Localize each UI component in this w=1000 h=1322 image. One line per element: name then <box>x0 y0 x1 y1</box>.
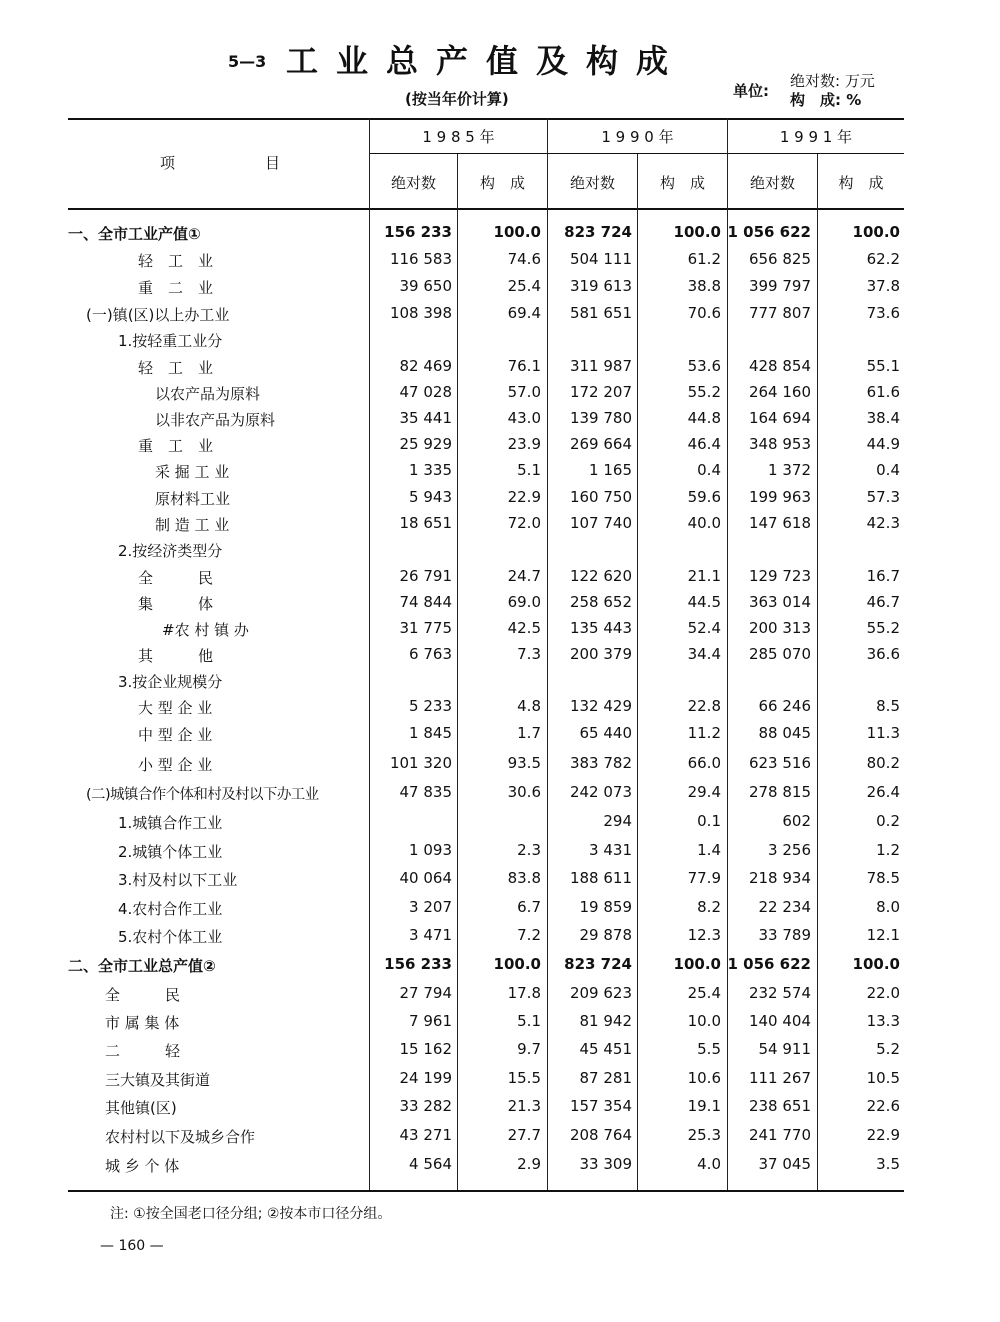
abs-header: 绝对数 <box>749 174 795 192</box>
row-label: 二、全市工业总产值② <box>68 957 216 975</box>
pct-value-cell: 2.9 <box>517 1155 541 1173</box>
pct-value-cell: 11.2 <box>687 724 721 742</box>
pct-value-cell: 21.1 <box>687 567 721 585</box>
abs-value-cell: 823 724 <box>564 223 632 241</box>
abs-value-cell: 65 440 <box>579 724 632 742</box>
row-label: 3.村及村以下工业 <box>118 871 238 889</box>
pct-value-cell: 6.7 <box>517 898 541 916</box>
abs-value-cell: 27 794 <box>399 984 452 1002</box>
pct-value-cell: 5.1 <box>517 1012 541 1030</box>
pct-value-cell: 55.1 <box>866 357 900 375</box>
abs-value-cell: 157 354 <box>569 1097 632 1115</box>
abs-value-cell: 208 764 <box>569 1126 632 1144</box>
pct-value-cell: 26.4 <box>866 783 900 801</box>
pct-value-cell: 76.1 <box>507 357 541 375</box>
table-row <box>0 671 1000 697</box>
pct-value-cell: 13.3 <box>866 1012 900 1030</box>
abs-value-cell: 156 233 <box>384 955 452 973</box>
abs-value-cell: 200 313 <box>748 619 811 637</box>
pct-value-cell: 66.0 <box>687 754 721 772</box>
abs-value-cell: 140 404 <box>748 1012 811 1030</box>
pct-value-cell: 3.5 <box>876 1155 900 1173</box>
abs-value-cell: 74 844 <box>399 593 452 611</box>
row-label: 重 二 业 <box>138 279 214 297</box>
abs-value-cell: 1 165 <box>589 461 632 479</box>
pct-value-cell: 10.5 <box>866 1069 900 1087</box>
table-row <box>0 593 1000 619</box>
abs-value-cell: 54 911 <box>758 1040 811 1058</box>
row-label: 二 轻 <box>105 1042 181 1060</box>
unit-label: 单位: <box>733 82 769 100</box>
pct-value-cell: 19.1 <box>687 1097 721 1115</box>
abs-value-cell: 7 961 <box>409 1012 452 1030</box>
pct-header: 构 成 <box>479 174 525 192</box>
row-label: 其 他 <box>138 647 214 665</box>
table-row <box>0 330 1000 356</box>
table-row <box>0 435 1000 461</box>
abs-value-cell: 66 246 <box>758 697 811 715</box>
abs-value-cell: 348 953 <box>748 435 811 453</box>
pct-value-cell: 72.0 <box>507 514 541 532</box>
pct-value-cell: 93.5 <box>507 754 541 772</box>
row-label: 2.按经济类型分 <box>118 542 223 560</box>
pct-value-cell: 8.5 <box>876 697 900 715</box>
row-label: 1.城镇合作工业 <box>118 814 223 832</box>
pct-value-cell: 40.0 <box>687 514 721 532</box>
row-label: 全 民 <box>105 986 181 1004</box>
abs-value-cell: 777 807 <box>748 304 811 322</box>
abs-value-cell: 22 234 <box>758 898 811 916</box>
abs-value-cell: 29 878 <box>579 926 632 944</box>
pct-value-cell: 25.4 <box>507 277 541 295</box>
abs-value-cell: 156 233 <box>384 223 452 241</box>
row-label: (一)镇(区)以上办工业 <box>86 306 230 324</box>
pct-value-cell: 0.1 <box>697 812 721 830</box>
pct-value-cell: 4.0 <box>697 1155 721 1173</box>
pct-value-cell: 53.6 <box>687 357 721 375</box>
pct-value-cell: 100.0 <box>852 955 900 973</box>
row-label: 采 掘 工 业 <box>155 463 230 481</box>
abs-value-cell: 164 694 <box>748 409 811 427</box>
abs-value-cell: 278 815 <box>748 783 811 801</box>
abs-value-cell: 319 613 <box>569 277 632 295</box>
year-header-1990: 1 9 9 0 年 <box>601 128 674 146</box>
abs-value-cell: 18 651 <box>399 514 452 532</box>
table-row <box>0 841 1000 867</box>
row-label: 全 民 <box>138 569 214 587</box>
row-label: 一、全市工业产值① <box>68 225 201 243</box>
abs-value-cell: 209 623 <box>569 984 632 1002</box>
row-label: 原材料工业 <box>155 490 231 508</box>
abs-value-cell: 82 469 <box>399 357 452 375</box>
abs-value-cell: 4 564 <box>409 1155 452 1173</box>
abs-value-cell: 264 160 <box>748 383 811 401</box>
row-label: 轻 工 业 <box>138 252 214 270</box>
table-row <box>0 1126 1000 1152</box>
abs-value-cell: 15 162 <box>399 1040 452 1058</box>
abs-value-cell: 3 207 <box>409 898 452 916</box>
abs-value-cell: 88 045 <box>758 724 811 742</box>
pct-value-cell: 23.9 <box>507 435 541 453</box>
pct-value-cell: 2.3 <box>517 841 541 859</box>
pct-value-cell: 69.4 <box>507 304 541 322</box>
abs-value-cell: 135 443 <box>569 619 632 637</box>
pct-header: 构 成 <box>838 174 884 192</box>
pct-value-cell: 16.7 <box>866 567 900 585</box>
year-header-1991: 1 9 9 1 年 <box>779 128 853 146</box>
unit-percent: 构 成: % <box>790 91 862 109</box>
pct-value-cell: 27.7 <box>507 1126 541 1144</box>
table-number: 5—3 <box>228 52 267 71</box>
abs-value-cell: 47 028 <box>399 383 452 401</box>
abs-value-cell: 147 618 <box>748 514 811 532</box>
page-subtitle: (按当年价计算) <box>405 90 509 108</box>
pct-value-cell: 1.7 <box>517 724 541 742</box>
table-row <box>0 1069 1000 1095</box>
row-label: 农村村以下及城乡合作 <box>105 1128 256 1146</box>
pct-value-cell: 29.4 <box>687 783 721 801</box>
table-row <box>0 724 1000 750</box>
pct-value-cell: 42.5 <box>507 619 541 637</box>
abs-value-cell: 122 620 <box>569 567 632 585</box>
abs-value-cell: 172 207 <box>569 383 632 401</box>
abs-value-cell: 45 451 <box>579 1040 632 1058</box>
table-bottom-rule <box>68 1190 904 1192</box>
table-row <box>0 304 1000 330</box>
page-title: 工业总产值及构成 <box>286 42 687 80</box>
abs-value-cell: 1 372 <box>768 461 811 479</box>
abs-value-cell: 116 583 <box>389 250 452 268</box>
table-row <box>0 898 1000 924</box>
abs-value-cell: 294 <box>603 812 632 830</box>
row-label: 2.城镇个体工业 <box>118 843 223 861</box>
pct-value-cell: 22.6 <box>866 1097 900 1115</box>
header-bottom-rule <box>68 208 904 210</box>
row-label: 三大镇及其街道 <box>105 1071 211 1089</box>
pct-value-cell: 5.2 <box>876 1040 900 1058</box>
table-row <box>0 1012 1000 1038</box>
pct-value-cell: 34.4 <box>687 645 721 663</box>
pct-value-cell: 10.6 <box>687 1069 721 1087</box>
pct-value-cell: 11.3 <box>866 724 900 742</box>
pct-value-cell: 37.8 <box>866 277 900 295</box>
abs-value-cell: 285 070 <box>748 645 811 663</box>
row-label: 重 工 业 <box>138 437 214 455</box>
row-label: 3.按企业规模分 <box>118 673 223 691</box>
abs-value-cell: 218 934 <box>748 869 811 887</box>
year-header-1985: 1 9 8 5 年 <box>422 128 495 146</box>
table-row <box>0 250 1000 276</box>
abs-value-cell: 87 281 <box>579 1069 632 1087</box>
abs-value-cell: 3 256 <box>768 841 811 859</box>
pct-value-cell: 5.1 <box>517 461 541 479</box>
row-label: 其他镇(区) <box>105 1099 177 1117</box>
pct-value-cell: 12.3 <box>687 926 721 944</box>
pct-value-cell: 78.5 <box>866 869 900 887</box>
pct-value-cell: 21.3 <box>507 1097 541 1115</box>
table-row <box>0 461 1000 487</box>
abs-value-cell: 81 942 <box>579 1012 632 1030</box>
table-row <box>0 277 1000 303</box>
abs-value-cell: 3 471 <box>409 926 452 944</box>
pct-value-cell: 52.4 <box>687 619 721 637</box>
abs-value-cell: 269 664 <box>569 435 632 453</box>
footnote: 注: ①按全国老口径分组; ②按本市口径分组。 <box>110 1206 392 1222</box>
pct-value-cell: 0.2 <box>876 812 900 830</box>
abs-value-cell: 241 770 <box>748 1126 811 1144</box>
pct-value-cell: 9.7 <box>517 1040 541 1058</box>
pct-value-cell: 22.8 <box>687 697 721 715</box>
abs-value-cell: 111 267 <box>748 1069 811 1087</box>
abs-value-cell: 3 431 <box>589 841 632 859</box>
row-label: 5.农村个体工业 <box>118 928 223 946</box>
abs-value-cell: 232 574 <box>748 984 811 1002</box>
pct-value-cell: 62.2 <box>866 250 900 268</box>
pct-value-cell: 0.4 <box>697 461 721 479</box>
abs-value-cell: 108 398 <box>389 304 452 322</box>
pct-value-cell: 38.8 <box>687 277 721 295</box>
pct-value-cell: 25.3 <box>687 1126 721 1144</box>
table-row <box>0 984 1000 1010</box>
pct-value-cell: 46.7 <box>866 593 900 611</box>
abs-value-cell: 5 233 <box>409 697 452 715</box>
abs-value-cell: 200 379 <box>569 645 632 663</box>
abs-value-cell: 24 199 <box>399 1069 452 1087</box>
pct-value-cell: 43.0 <box>507 409 541 427</box>
abs-value-cell: 6 763 <box>409 645 452 663</box>
pct-value-cell: 22.0 <box>866 984 900 1002</box>
pct-value-cell: 22.9 <box>866 1126 900 1144</box>
abs-value-cell: 33 309 <box>579 1155 632 1173</box>
abs-value-cell: 602 <box>782 812 811 830</box>
abs-value-cell: 656 825 <box>748 250 811 268</box>
pct-value-cell: 46.4 <box>687 435 721 453</box>
row-label: 轻 工 业 <box>138 359 214 377</box>
item-header: 项 目 <box>159 154 280 172</box>
abs-value-cell: 39 650 <box>399 277 452 295</box>
table-row <box>0 697 1000 723</box>
pct-value-cell: 44.5 <box>687 593 721 611</box>
abs-value-cell: 160 750 <box>569 488 632 506</box>
table-row <box>0 645 1000 671</box>
table-row <box>0 567 1000 593</box>
table-row <box>0 383 1000 409</box>
table-row <box>0 409 1000 435</box>
pct-value-cell: 7.3 <box>517 645 541 663</box>
abs-value-cell: 623 516 <box>748 754 811 772</box>
pct-value-cell: 55.2 <box>687 383 721 401</box>
row-label: 市 属 集 体 <box>105 1014 180 1032</box>
row-label: 4.农村合作工业 <box>118 900 223 918</box>
row-label: (二)城镇合作个体和村及村以下办工业 <box>86 787 319 803</box>
row-label: 中 型 企 业 <box>138 726 213 744</box>
abs-value-cell: 1 335 <box>409 461 452 479</box>
pct-value-cell: 8.0 <box>876 898 900 916</box>
pct-value-cell: 15.5 <box>507 1069 541 1087</box>
abs-value-cell: 504 111 <box>569 250 632 268</box>
unit-absolute: 绝对数: 万元 <box>790 72 875 90</box>
abs-value-cell: 35 441 <box>399 409 452 427</box>
abs-value-cell: 823 724 <box>564 955 632 973</box>
abs-value-cell: 238 651 <box>748 1097 811 1115</box>
pct-value-cell: 100.0 <box>493 955 541 973</box>
abs-value-cell: 25 929 <box>399 435 452 453</box>
table-row <box>0 869 1000 895</box>
pct-value-cell: 69.0 <box>507 593 541 611</box>
pct-value-cell: 38.4 <box>866 409 900 427</box>
row-label: 1.按轻重工业分 <box>118 332 223 350</box>
pct-value-cell: 24.7 <box>507 567 541 585</box>
abs-value-cell: 43 271 <box>399 1126 452 1144</box>
row-label: 以非农产品为原料 <box>155 411 276 429</box>
abs-value-cell: 139 780 <box>569 409 632 427</box>
abs-value-cell: 33 282 <box>399 1097 452 1115</box>
table-row <box>0 619 1000 645</box>
pct-value-cell: 57.0 <box>507 383 541 401</box>
row-label: #农 村 镇 办 <box>162 621 249 639</box>
pct-value-cell: 74.6 <box>507 250 541 268</box>
abs-value-cell: 581 651 <box>569 304 632 322</box>
abs-value-cell: 26 791 <box>399 567 452 585</box>
pct-value-cell: 73.6 <box>866 304 900 322</box>
pct-value-cell: 61.2 <box>687 250 721 268</box>
abs-value-cell: 33 789 <box>758 926 811 944</box>
pct-value-cell: 100.0 <box>852 223 900 241</box>
pct-value-cell: 4.8 <box>517 697 541 715</box>
pct-value-cell: 0.4 <box>876 461 900 479</box>
table-row <box>0 926 1000 952</box>
pct-value-cell: 55.2 <box>866 619 900 637</box>
abs-value-cell: 5 943 <box>409 488 452 506</box>
abs-value-cell: 1 056 622 <box>727 955 811 973</box>
row-label: 集 体 <box>138 595 214 613</box>
table-top-rule <box>68 118 904 120</box>
abs-value-cell: 107 740 <box>569 514 632 532</box>
table-row <box>0 1040 1000 1066</box>
abs-value-cell: 242 073 <box>569 783 632 801</box>
abs-value-cell: 47 835 <box>399 783 452 801</box>
abs-value-cell: 40 064 <box>399 869 452 887</box>
table-row <box>0 223 1000 249</box>
pct-value-cell: 8.2 <box>697 898 721 916</box>
table-row <box>0 357 1000 383</box>
pct-value-cell: 59.6 <box>687 488 721 506</box>
abs-value-cell: 399 797 <box>748 277 811 295</box>
abs-value-cell: 258 652 <box>569 593 632 611</box>
pct-value-cell: 22.9 <box>507 488 541 506</box>
abs-value-cell: 363 014 <box>748 593 811 611</box>
pct-value-cell: 17.8 <box>507 984 541 1002</box>
abs-value-cell: 129 723 <box>748 567 811 585</box>
abs-value-cell: 199 963 <box>748 488 811 506</box>
pct-value-cell: 30.6 <box>507 783 541 801</box>
row-label: 大 型 企 业 <box>138 699 213 717</box>
pct-value-cell: 77.9 <box>687 869 721 887</box>
abs-value-cell: 428 854 <box>748 357 811 375</box>
abs-value-cell: 383 782 <box>569 754 632 772</box>
table-row <box>0 955 1000 981</box>
row-label: 制 造 工 业 <box>155 516 230 534</box>
page-number: — 160 — <box>100 1238 164 1254</box>
pct-header: 构 成 <box>659 174 705 192</box>
abs-value-cell: 1 056 622 <box>727 223 811 241</box>
table-row <box>0 812 1000 838</box>
abs-value-cell: 188 611 <box>569 869 632 887</box>
pct-value-cell: 57.3 <box>866 488 900 506</box>
pct-value-cell: 70.6 <box>687 304 721 322</box>
pct-value-cell: 36.6 <box>866 645 900 663</box>
abs-value-cell: 311 987 <box>569 357 632 375</box>
pct-value-cell: 44.9 <box>866 435 900 453</box>
pct-value-cell: 1.4 <box>697 841 721 859</box>
row-label: 以农产品为原料 <box>155 385 261 403</box>
abs-value-cell: 37 045 <box>758 1155 811 1173</box>
pct-value-cell: 83.8 <box>507 869 541 887</box>
pct-value-cell: 42.3 <box>866 514 900 532</box>
table-row <box>0 1097 1000 1123</box>
pct-value-cell: 100.0 <box>673 955 721 973</box>
table-row <box>0 514 1000 540</box>
table-row <box>0 540 1000 566</box>
abs-value-cell: 19 859 <box>579 898 632 916</box>
row-label: 小 型 企 业 <box>138 756 213 774</box>
table-row <box>0 488 1000 514</box>
table-row <box>0 1155 1000 1181</box>
abs-value-cell: 31 775 <box>399 619 452 637</box>
table-row <box>0 754 1000 780</box>
table-row <box>0 783 1000 809</box>
pct-value-cell: 25.4 <box>687 984 721 1002</box>
pct-value-cell: 100.0 <box>673 223 721 241</box>
abs-value-cell: 1 845 <box>409 724 452 742</box>
pct-value-cell: 10.0 <box>687 1012 721 1030</box>
pct-value-cell: 44.8 <box>687 409 721 427</box>
abs-header: 绝对数 <box>569 174 615 192</box>
pct-value-cell: 5.5 <box>697 1040 721 1058</box>
pct-value-cell: 7.2 <box>517 926 541 944</box>
abs-value-cell: 132 429 <box>569 697 632 715</box>
pct-value-cell: 80.2 <box>866 754 900 772</box>
pct-value-cell: 12.1 <box>866 926 900 944</box>
abs-value-cell: 101 320 <box>389 754 452 772</box>
pct-value-cell: 100.0 <box>493 223 541 241</box>
abs-value-cell: 1 093 <box>409 841 452 859</box>
row-label: 城 乡 个 体 <box>105 1157 180 1175</box>
pct-value-cell: 1.2 <box>876 841 900 859</box>
abs-header: 绝对数 <box>390 174 436 192</box>
pct-value-cell: 61.6 <box>866 383 900 401</box>
